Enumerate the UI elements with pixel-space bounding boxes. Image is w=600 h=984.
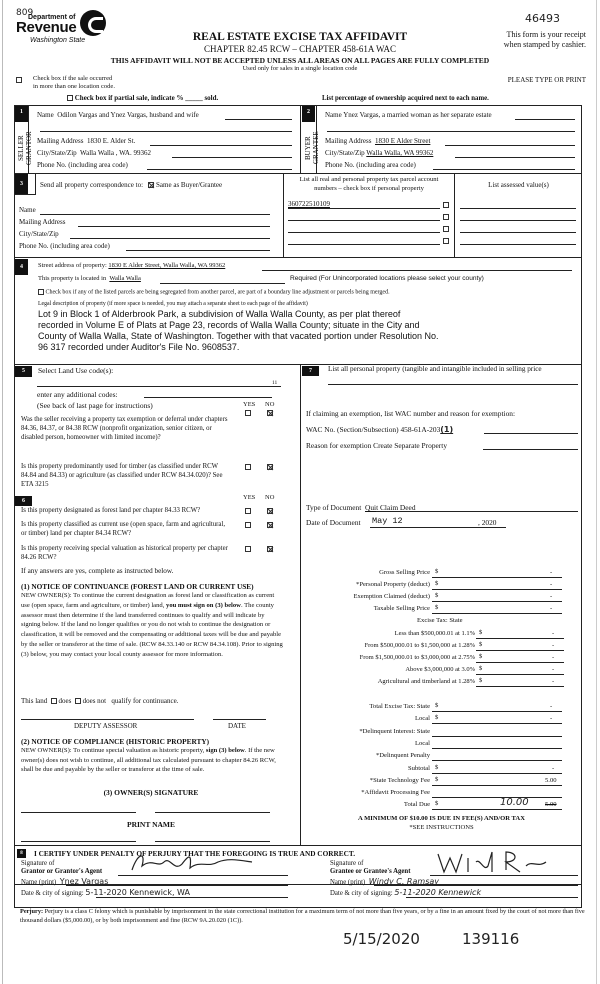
parcel-number-1[interactable]: 360722510109 (288, 200, 330, 208)
doc-type-label: Type of Document (306, 503, 362, 512)
grantor-mailing-value[interactable]: 1830 E. Alder St. (86, 137, 136, 145)
deputy-assessor-signature[interactable] (21, 719, 194, 720)
corr-phone-label: Phone No. (including area code) (19, 242, 110, 250)
notice1-text-a: NEW OWNER(S): To continue the current designation as forest land or classification as current use (open space, farm and agriculture, or timber) land, (21, 592, 275, 609)
rule (432, 613, 562, 614)
corr-name-field[interactable] (40, 214, 270, 215)
q5-1-text: Was the seller receiving a property tax exemption or deferral under chapters 84.36, 84.37, or 84.38 RCW (nonprofit organization, senior citizen, or disabled person, homeowner with limited income)? (21, 416, 228, 441)
rule (432, 723, 562, 724)
dollar-sign: $ (435, 702, 439, 709)
notice2-text (21, 746, 283, 775)
rule (432, 711, 562, 712)
segregated-label: Check box if any of the listed parcels are being segregated from another parcel, are part of a boundary line adjustment or parcels being merged. (45, 289, 390, 296)
grantee-date-row (330, 888, 481, 897)
grantee-date-label: Date & city of signing: (330, 890, 393, 897)
q5-1-no-checkbox[interactable] (267, 409, 273, 417)
minimum-due-note: A MINIMUM OF $10.00 IS DUE IN FEE(S) AND/OR TAX (358, 815, 525, 822)
dollar-sign: $ (479, 629, 483, 636)
section-badge-5: 5 (15, 366, 32, 377)
wac-label: WAC No. (Section/Subsection) (306, 425, 399, 434)
personal-property-label: List all personal property (tangible and intangible included in selling price (328, 365, 542, 373)
grantee-mailing-row (325, 137, 430, 145)
deputy-assessor-label: DEPUTY ASSESSOR (74, 722, 138, 730)
notice1-text (21, 591, 283, 660)
legal-line-2: recorded in Volume E of Plats at Page 23, records of Walla Walla County; situate in the City and (38, 320, 420, 330)
rule (445, 145, 575, 146)
grantor-phone-label: Phone No. (including area code) (37, 161, 128, 169)
q5-2-yes-checkbox[interactable] (245, 463, 251, 471)
grantor-mailing-label: Mailing Address (37, 137, 84, 145)
parcel-header-2: numbers – check box if personal property (314, 185, 424, 192)
grantee-name-print-value[interactable]: Windy C. Ramsay (368, 877, 439, 886)
multi-location-line1: Check box if the sale occurred (33, 75, 113, 82)
q6-1-yes-checkbox[interactable] (245, 507, 251, 515)
please-type: PLEASE TYPE OR PRINT (507, 76, 586, 84)
rule (432, 601, 562, 602)
rule (432, 809, 562, 810)
q5-2-text: Is this property predominantly used for timber (as classified under RCW 84.84 and 84.33) or agriculture (as classified under RCW 84.34.020)? See ETA 3215 (21, 463, 223, 488)
reason-value[interactable]: Create Separate Property (373, 441, 448, 450)
land-use-code: 11 (272, 380, 278, 386)
subtotal-value[interactable]: - (552, 765, 555, 772)
form-number-top: 809 (16, 8, 34, 18)
delinquent-penalty-field[interactable] (432, 760, 562, 761)
additional-codes-label: enter any additional codes: (37, 390, 118, 399)
grantor-mailing-row (37, 137, 135, 145)
multi-location-label (33, 75, 115, 91)
delinquent-interest-local-label: Local (414, 740, 430, 747)
personal-property-deduct-value[interactable]: - (550, 581, 553, 588)
grantee-city-value[interactable]: Walla Walla, WA 99362 (366, 149, 434, 157)
total-due-handwritten[interactable]: 10.00 (500, 797, 529, 808)
dollar-sign: $ (479, 677, 483, 684)
taxable-selling-price-value[interactable]: - (550, 605, 553, 612)
legal-line-1: Lot 9 in Block 1 of Alderbrook Park, a subdivision of Walla Walla County, as per plat thereof (38, 309, 401, 319)
notice1-text-bold: you must sign on (3) below (166, 601, 241, 609)
grantor-name-value[interactable]: Odilon Vargas and Ynez Vargas, husband and wife (57, 111, 199, 119)
q5-1-yes-checkbox[interactable] (245, 409, 251, 417)
dollar-sign: $ (435, 800, 439, 807)
rule (484, 433, 578, 434)
grantor-city-label: City/State/Zip (37, 149, 77, 157)
seller-grantor-label: SELLER GRANTOR (17, 131, 33, 165)
rate-row-2-value[interactable]: - (552, 642, 555, 649)
does-checkbox[interactable] (51, 698, 57, 704)
no-header-6: NO (265, 494, 275, 501)
assessed-value-2[interactable] (460, 220, 576, 221)
doc-date-year: , 2020 (478, 518, 497, 527)
certify-statement: I CERTIFY UNDER PENALTY OF PERJURY THAT THE FOREGOING IS TRUE AND CORRECT. (34, 849, 356, 858)
segregated-row (38, 289, 390, 295)
local-label: Local (414, 715, 430, 722)
exemption-label: If claiming an exemption, list WAC number and reason for exemption: (306, 409, 516, 418)
notice2-text-bold: sign (3) below (205, 747, 245, 754)
required-note: Required (For Unincorporated locations please select your county) (290, 275, 484, 282)
reason-row (306, 441, 447, 450)
buyer-grantee-label: BUYER GRANTEE (304, 131, 320, 165)
perjury-notice (20, 908, 588, 925)
rule (476, 662, 564, 663)
yes-header-5: YES (243, 401, 256, 408)
grantor-date-value[interactable]: 5-11-2020 Kennewick, WA (85, 888, 190, 897)
grantor-phone-field[interactable] (147, 169, 292, 170)
print-name-label: PRINT NAME (127, 820, 175, 829)
state-technology-fee-value[interactable]: 5.00 (545, 777, 557, 784)
rate-row-4-value[interactable]: - (552, 666, 555, 673)
additional-codes-field[interactable] (144, 397, 272, 398)
notice2-text-b: . If the new owner(s) does not wish to continue, all additional tax calculated pursuant to chapter 84.26 RCW, shall be due and payable by the seller or transferor at the time of sale. (21, 747, 276, 773)
grantor-date-row (21, 888, 190, 897)
grantee-name-value[interactable]: Ynez Vargas, a married woman as her separate estate (343, 111, 492, 119)
rule (476, 674, 564, 675)
owner-signature-1[interactable] (21, 812, 136, 813)
grantee-city-label: City/State/Zip (325, 149, 365, 157)
delinquent-interest-local-field[interactable] (432, 748, 562, 749)
perjury-text: Perjury is a class C felony which is punishable by imprisonment in the state correctional institution for a maximum term of not more than five years, or by a fine in an amount fixed by the court of not more than five thousand dollars ($5,000.00), or by both imprisonment and fine (RCW 9A.20.020 (1C)). (20, 908, 585, 924)
q6-3-text: Is this property receiving special valuation as historical property per chapter 84.26 RCW? (21, 545, 228, 561)
same-as-buyer-checkbox[interactable] (148, 182, 154, 188)
section-badge-1: 1 (15, 106, 28, 122)
rule (476, 638, 564, 639)
q5-2-no-checkbox[interactable] (267, 463, 273, 471)
section-badge-6: 6 (15, 496, 32, 506)
rule (432, 589, 562, 590)
grantee-name-label: Name (325, 111, 342, 119)
legal-line-4: 96 317 recorded under Auditor's File No. 9608537. (38, 342, 240, 352)
grantor-date-label: Date & city of signing: (21, 890, 84, 897)
corr-mailing-label: Mailing Address (19, 218, 66, 226)
page-subtitle: CHAPTER 82.45 RCW – CHAPTER 458-61A WAC (204, 44, 396, 54)
partial-sale-row (67, 94, 218, 102)
grantee-phone-label: Phone No. (including area code) (325, 161, 416, 169)
divider (300, 105, 301, 174)
rule (370, 527, 506, 528)
personal-property-checkbox-3[interactable] (443, 225, 449, 233)
rule (483, 449, 578, 450)
does-not-checkbox[interactable] (75, 698, 81, 704)
dollar-sign: $ (435, 764, 439, 771)
personal-property-checkbox-2[interactable] (443, 213, 449, 221)
owner-print-name-2[interactable] (155, 841, 270, 842)
agency-line3: Washington State (30, 37, 86, 44)
grantor-name-print-value[interactable]: Ynez Vargas (59, 877, 109, 886)
same-as-buyer-label: Same as Buyer/Grantee (156, 181, 223, 189)
yes-header-6: YES (243, 494, 256, 501)
partial-sale-label: Check box if partial sale, indicate % _____ sold. (74, 94, 219, 102)
grantee-signature-scribble (432, 848, 552, 876)
assessed-value-1[interactable] (460, 208, 576, 209)
dollar-sign: $ (435, 776, 439, 783)
total-excise-state-value[interactable]: - (550, 703, 553, 710)
see-instructions-note: *SEE INSTRUCTIONS (409, 824, 474, 831)
parcel-number-4[interactable] (288, 244, 440, 245)
grantee-name-row (325, 111, 492, 119)
notice1-title: (1) NOTICE OF CONTINUANCE (FOREST LAND OR CURRENT USE) (21, 582, 254, 591)
dollar-sign: $ (479, 665, 483, 672)
corr-city-label: City/State/Zip (19, 230, 59, 238)
notice1-text-b: . The county assessor must then determine if the land transferred continues to qualify and will indicate by signing below. If the land no longer qualifies or you do not wish to continue the designation or classification, it will be removed and the compensating or additional taxes will be due and payable by the seller or transferor at the time of sale. (RCW 84.33.140 or RCW 84.34.108). Prior to signing (3) below, you may contact your local county assessor for more information. (21, 601, 283, 658)
assessed-header: List assessed value(s) (488, 181, 549, 189)
dollar-sign: $ (435, 604, 439, 611)
delinquent-penalty-label: *Delinquent Penalty (375, 752, 430, 759)
rule (432, 785, 562, 786)
parcel-header (284, 175, 454, 193)
rate-row-3-value[interactable]: - (552, 654, 555, 661)
grantee-mailing-value[interactable]: 1830 E Alder Street (374, 137, 431, 145)
parcel-header-1: List all real and personal property tax parcel account (299, 176, 439, 183)
grantee-mailing-label: Mailing Address (325, 137, 372, 145)
assessed-value-4[interactable] (460, 244, 576, 245)
divider (35, 174, 36, 194)
grantor-signature-scribble (122, 850, 262, 876)
agency-line1: Department of (28, 14, 76, 21)
affidavit-processing-fee-label: *Affidavit Processing Fee (361, 789, 430, 796)
wac-value[interactable]: 458-61A-203 (400, 425, 441, 434)
located-in-value[interactable]: Walla Walla (109, 275, 141, 282)
multi-location-line2: in more than one location code. (33, 83, 115, 90)
dollar-sign: $ (435, 714, 439, 721)
rate-row-2-label: From $500,000.01 to $1,500,000 at 1.28% (364, 642, 475, 649)
personal-property-deduct-label: *Personal Property (deduct) (356, 581, 430, 588)
receipt-line1: This form is your receipt (506, 30, 586, 39)
personal-property-checkbox-1[interactable] (443, 201, 449, 209)
street-address-value[interactable]: 1830 E Alder Street, Walla Walla, WA 99362 (108, 262, 226, 269)
total-excise-state-label: Total Excise Tax: State (369, 703, 430, 710)
rule (476, 686, 564, 687)
reason-label: Reason for exemption (306, 441, 372, 450)
grantee-signature-label-1: Signature of (330, 860, 364, 867)
if-yes-note: If any answers are yes, complete as instructed below. (21, 567, 174, 575)
rule (327, 131, 575, 132)
land-use-field[interactable] (37, 386, 281, 387)
partial-sale-checkbox[interactable] (67, 95, 73, 101)
rule (515, 119, 575, 120)
no-header-5: NO (265, 401, 275, 408)
grantor-name-label: Name (37, 111, 54, 119)
legal-line-3: County of Walla Walla, State of Washington. Together with that vacated portion under Resolution No. (38, 331, 439, 341)
segregated-checkbox[interactable] (38, 289, 44, 295)
grantor-city-value[interactable]: Walla Walla , WA. 99362 (80, 149, 151, 157)
dollar-sign: $ (435, 580, 439, 587)
this-land-label: This land (21, 697, 48, 705)
exemption-claimed-value[interactable]: - (550, 593, 553, 600)
q6-3-yes-checkbox[interactable] (245, 545, 251, 553)
q6-1-text: Is this property designated as forest land per chapter 84.33 RCW? (21, 507, 201, 514)
date-label: DATE (228, 722, 246, 730)
rate-row-5-value[interactable]: - (552, 678, 555, 685)
grantor-city-row (37, 149, 151, 157)
delinquent-interest-state-label: *Delinquent Interest: State (359, 728, 430, 735)
rate-row-3-label: From $1,500,000.01 to $3,000,000 at 2.75% (359, 654, 475, 661)
q6-2-yes-checkbox[interactable] (245, 521, 251, 529)
total-due-label: Total Due (403, 801, 430, 808)
wac-handwritten: (1) (440, 425, 454, 434)
rule (172, 157, 292, 158)
personal-property-field[interactable] (328, 384, 578, 385)
taxable-selling-price-label: Taxable Selling Price (373, 605, 430, 612)
corr-name-label: Name (19, 206, 36, 214)
subtotal-label: Subtotal (408, 765, 430, 772)
handwritten-form-number: 46493 (525, 12, 560, 25)
does-not-label: does not (82, 697, 107, 705)
exemption-claimed-label: Exemption Claimed (deduct) (353, 593, 430, 600)
correspondence-row (40, 181, 222, 189)
does-label: does (58, 697, 72, 705)
rule (96, 897, 288, 898)
continuance-row (21, 697, 178, 705)
legal-description-text[interactable] (38, 309, 578, 353)
section-badge-3: 3 (15, 174, 28, 194)
deputy-assessor-date[interactable] (213, 719, 266, 720)
rate-row-1-value[interactable]: - (552, 630, 555, 637)
agency-line2: Revenue (16, 19, 77, 36)
affidavit-processing-fee-field[interactable] (432, 797, 562, 798)
rule (150, 145, 292, 146)
receipt-line2: when stamped by cashier. (503, 40, 586, 49)
excise-tax-header: Excise Tax: State (417, 617, 463, 624)
see-back-note: (See back of last page for instructions) (37, 401, 153, 410)
land-use-label: Select Land Use code(s): (38, 366, 114, 375)
rule (225, 119, 292, 120)
doc-date-value[interactable]: May 12 (372, 516, 403, 526)
rule (455, 157, 575, 158)
owner-print-name-1[interactable] (21, 841, 136, 842)
grantee-date-value[interactable]: 5-11-2020 Kennewick (394, 888, 482, 897)
section-badge-8: 8 (17, 849, 26, 858)
grantor-name-print-label: Name (print) (21, 879, 57, 886)
rule (376, 511, 578, 512)
page-edge-right (596, 0, 597, 984)
located-in-label: This property is located in (38, 275, 107, 282)
owner-signature-2[interactable] (155, 812, 270, 813)
personal-property-checkbox-4[interactable] (443, 237, 449, 245)
dollar-sign: $ (435, 568, 439, 575)
doc-date-label: Date of Document (306, 518, 361, 527)
rate-row-4-label: Above $3,000,000 at 3.0% (405, 666, 475, 673)
grantee-city-row (325, 149, 433, 157)
local-value[interactable]: - (550, 715, 553, 722)
dollar-sign: $ (435, 592, 439, 599)
state-technology-fee-label: *State Technology Fee (369, 777, 430, 784)
grantee-name-print-label: Name (print) (330, 879, 366, 886)
rate-row-5-label: Agricultural and timberland at 1.28% (377, 678, 475, 685)
grantor-signature-label-2: Grantor or Grantor's Agent (21, 868, 103, 875)
q6-1-no-checkbox[interactable] (267, 507, 273, 515)
single-location-note: Used only for sales in a single location code (242, 65, 358, 72)
section-badge-7: 7 (302, 366, 319, 376)
rule (406, 897, 578, 898)
assessed-value-3[interactable] (460, 232, 576, 233)
gross-selling-price-label: Gross Selling Price (379, 569, 430, 576)
parcel-number-2[interactable] (288, 220, 440, 221)
rule (40, 131, 292, 132)
corr-mailing-field[interactable] (78, 226, 270, 227)
stamp-date-handwritten: 5/15/2020 (343, 930, 420, 948)
rule (432, 773, 562, 774)
corr-phone-field[interactable] (126, 250, 270, 251)
page-edge-left (2, 0, 3, 984)
q6-2-text: Is this property classified as current use (open space, farm and agricultural, or timber) land per chapter 84.34 RCW? (21, 521, 226, 537)
multi-location-checkbox[interactable] (16, 76, 22, 84)
ownership-note: List percentage of ownership acquired next to each name. (322, 95, 489, 102)
divider (15, 194, 36, 195)
total-due-value-struck: 5.00 (545, 801, 557, 808)
grantor-name-row (37, 111, 199, 119)
doc-type-value[interactable]: Quit Claim Deed (365, 503, 416, 512)
rule (288, 208, 440, 209)
grantee-signature-label-2: Grantee or Grantee's Agent (330, 868, 411, 875)
section-badge-4: 4 (15, 259, 28, 275)
q6-2-no-checkbox[interactable] (267, 521, 273, 529)
section-badge-2: 2 (302, 106, 315, 122)
gross-selling-price-value[interactable]: - (550, 569, 553, 576)
notice2-title: (2) NOTICE OF COMPLIANCE (HISTORIC PROPERTY) (21, 737, 210, 746)
warning-text: THIS AFFIDAVIT WILL NOT BE ACCEPTED UNLESS ALL AREAS ON ALL PAGES ARE FULLY COMPLETED (110, 56, 490, 65)
owner-signature-label: (3) OWNER(S) SIGNATURE (103, 788, 199, 797)
parcel-number-3[interactable] (288, 232, 440, 233)
rate-row-1-label: Less than $500,000.01 at 1.1% (394, 630, 475, 637)
located-in-row (38, 275, 141, 282)
legal-description-label: Legal description of property (if more space is needed, you may attach a separate sheet to each page of the affidavit) (38, 301, 308, 307)
perjury-label: Perjury: (20, 908, 44, 915)
correspondence-label: Send all property correspondence to: (40, 181, 144, 189)
rule (262, 270, 572, 271)
page-title: REAL ESTATE EXCISE TAX AFFIDAVIT (192, 31, 408, 43)
qualify-label: qualify for continuance. (111, 697, 179, 705)
street-address-row (38, 262, 225, 269)
wac-row (306, 425, 453, 434)
dollar-sign: $ (479, 653, 483, 660)
rule (476, 650, 564, 651)
q6-3-no-checkbox[interactable] (267, 545, 273, 553)
corr-city-field[interactable] (70, 238, 270, 239)
grantor-signature-label-1: Signature of (21, 860, 55, 867)
street-address-label: Street address of property: (38, 262, 107, 269)
stamp-number-handwritten: 139116 (462, 930, 520, 948)
delinquent-interest-state-field[interactable] (432, 736, 562, 737)
rule (160, 283, 285, 284)
rule (432, 577, 562, 578)
grantee-phone-field[interactable] (433, 169, 575, 170)
notice2-text-a: NEW OWNER(S): To continue special valuation as historic property, (21, 747, 206, 754)
dollar-sign: $ (479, 641, 483, 648)
